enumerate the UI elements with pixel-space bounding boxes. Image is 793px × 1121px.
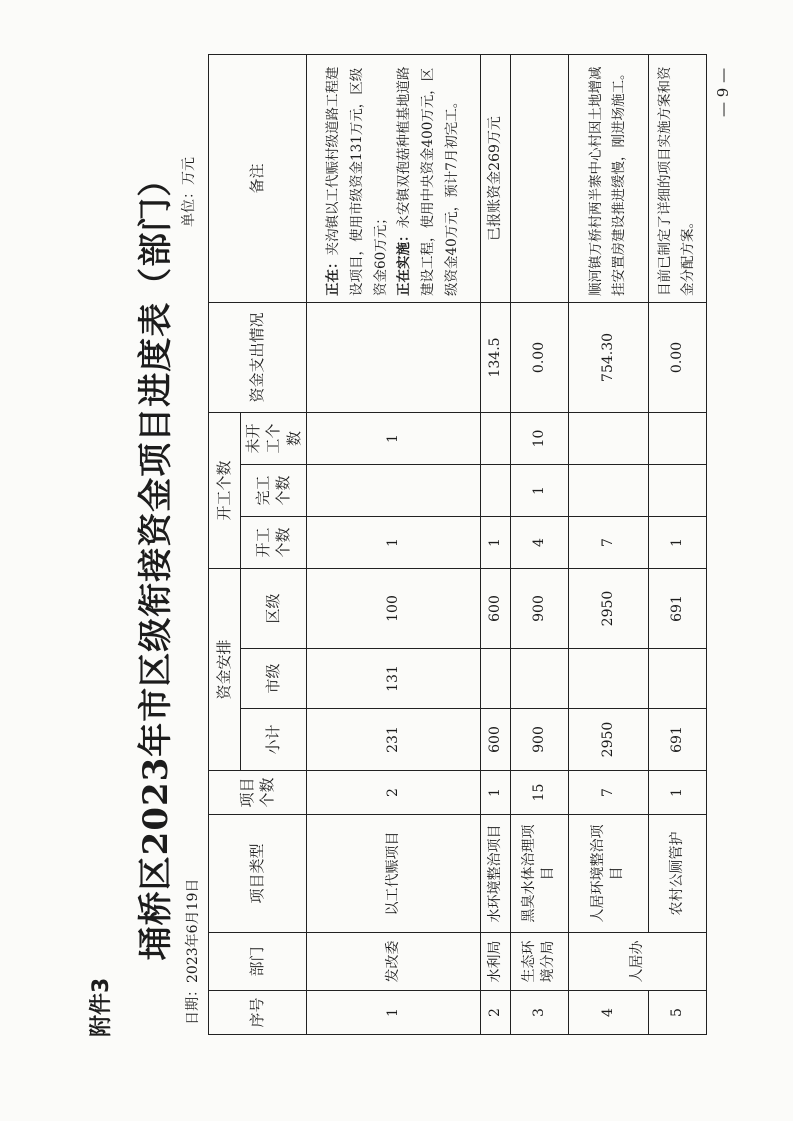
cell-completed — [568, 464, 648, 516]
header-started: 开工个数 — [241, 516, 307, 568]
unit-label: 单位：万元 — [181, 157, 197, 227]
cell-dept: 生态环境分局 — [510, 933, 568, 991]
attachment-label: 附件3 — [89, 977, 114, 1037]
cell-dept: 发改委 — [306, 933, 480, 991]
cell-district: 691 — [648, 568, 706, 648]
header-district: 区级 — [241, 568, 307, 648]
cell-not-started: 1 — [306, 412, 480, 464]
cell-seq: 4 — [568, 991, 648, 1035]
cell-type: 人居环境整治项目 — [568, 815, 648, 933]
cell-city — [568, 649, 648, 709]
page-number: — 9 — — [714, 67, 732, 117]
header-not-started: 未开工个数 — [241, 412, 307, 464]
cell-spent: 0.00 — [510, 302, 568, 412]
cell-type: 以工代赈项目 — [306, 815, 480, 933]
table-row — [648, 54, 706, 1034]
header-dept: 部门 — [209, 933, 307, 991]
cell-type: 黑臭水体治理项目 — [510, 815, 568, 933]
table-row — [480, 54, 510, 1034]
cell-seq: 3 — [510, 991, 568, 1035]
header-started-group: 开工个数 — [209, 412, 241, 568]
cell-district: 900 — [510, 568, 568, 648]
cell-remark: 目前已制定了详细的项目实施方案和资金分配方案。 — [648, 54, 706, 302]
cell-started: 1 — [306, 516, 480, 568]
cell-started: 7 — [568, 516, 648, 568]
cell-count: 15 — [510, 771, 568, 815]
cell-city — [648, 649, 706, 709]
header-city: 市级 — [241, 649, 307, 709]
header-completed: 完工个数 — [241, 464, 307, 516]
cell-remark — [510, 54, 568, 302]
cell-city — [510, 649, 568, 709]
cell-started: 4 — [510, 516, 568, 568]
table-row — [510, 54, 568, 1034]
cell-subtotal: 231 — [306, 709, 480, 771]
cell-district: 100 — [306, 568, 480, 648]
cell-subtotal: 600 — [480, 709, 510, 771]
cell-remark: 已报账资金269万元 — [480, 54, 510, 302]
cell-not-started — [648, 412, 706, 464]
cell-remark: 顺河镇万桥村两半寨中心村因土地增减挂安置房建设推进缓慢，刚进场施工。 — [568, 54, 648, 302]
cell-district: 600 — [480, 568, 510, 648]
cell-started: 1 — [648, 516, 706, 568]
header-type: 项目类型 — [209, 815, 307, 933]
remark-label: 正在： — [325, 255, 342, 296]
header-funding: 资金安排 — [209, 568, 241, 770]
header-remark: 备注 — [209, 54, 307, 302]
progress-table — [208, 54, 707, 1035]
cell-subtotal: 691 — [648, 709, 706, 771]
table-row — [306, 54, 480, 1034]
cell-city — [480, 649, 510, 709]
cell-completed: 1 — [510, 464, 568, 516]
table-row — [568, 54, 648, 1034]
cell-seq: 2 — [480, 991, 510, 1035]
header-seq: 序号 — [209, 991, 307, 1035]
remark-text: 永安镇双孢菇种植基地道路建设工程，使用中央资金400万元，区级资金40万元，预计7月初完工。 — [396, 66, 460, 296]
cell-seq: 5 — [648, 991, 706, 1035]
cell-spent: 0.00 — [648, 302, 706, 412]
header-count: 项目个数 — [209, 771, 307, 815]
cell-count: 2 — [306, 771, 480, 815]
cell-count: 1 — [648, 771, 706, 815]
cell-type: 农村公厕管护 — [648, 815, 706, 933]
cell-spent: 754.30 — [568, 302, 648, 412]
cell-count: 1 — [480, 771, 510, 815]
header-subtotal: 小计 — [241, 709, 307, 771]
cell-remark — [306, 54, 480, 302]
cell-spent: 134.5 — [480, 302, 510, 412]
cell-city: 131 — [306, 649, 480, 709]
cell-not-started — [568, 412, 648, 464]
page-title: 埇桥区2023年市区级衔接资金项目进度表（部门） — [136, 161, 176, 961]
header-spent: 资金支出情况 — [209, 302, 307, 412]
cell-spent — [306, 302, 480, 412]
cell-seq: 1 — [306, 991, 480, 1035]
cell-subtotal: 2950 — [568, 709, 648, 771]
cell-completed — [306, 464, 480, 516]
cell-started: 1 — [480, 516, 510, 568]
remark-text: 夹沟镇以工代赈村级道路工程建设项目，使用市级资金131万元，区级资金60万元； — [325, 66, 389, 296]
remark-label: 正在实施： — [396, 228, 413, 296]
cell-subtotal: 900 — [510, 709, 568, 771]
cell-type: 水环境整治项目 — [480, 815, 510, 933]
cell-dept: 人居办 — [568, 933, 706, 991]
cell-not-started — [480, 412, 510, 464]
cell-dept: 水利局 — [480, 933, 510, 991]
cell-completed — [480, 464, 510, 516]
cell-completed — [648, 464, 706, 516]
date-line: 日期：2023年6月19日 — [185, 878, 201, 1025]
cell-count: 7 — [568, 771, 648, 815]
cell-district: 2950 — [568, 568, 648, 648]
cell-not-started: 10 — [510, 412, 568, 464]
